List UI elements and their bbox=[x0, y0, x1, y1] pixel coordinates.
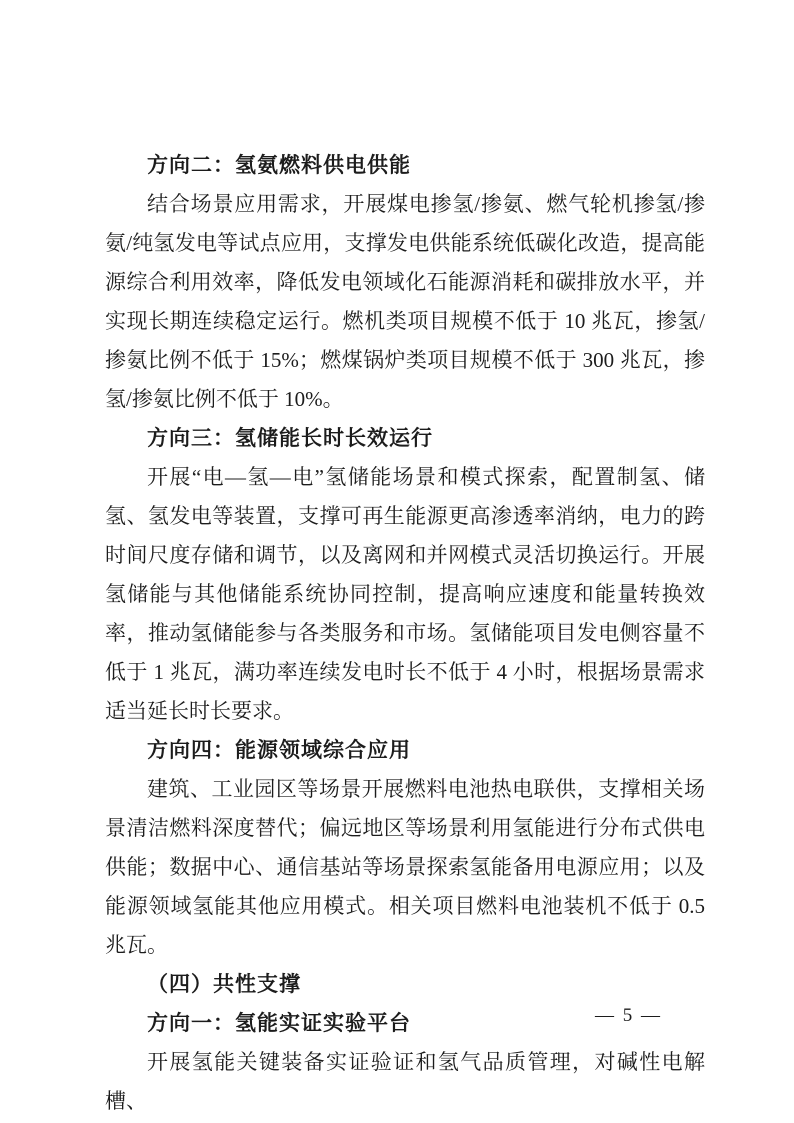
heading-0: 方向二：氢氨燃料供电供能 bbox=[147, 154, 411, 177]
page-number: — 5 — bbox=[595, 1005, 662, 1026]
paragraph-3: 开展“电—氢—电”氢储能场景和模式探索，配置制氢、储氢、氢发电等装置，支撑可再生能源更高渗透率消纳，电力的跨时间尺度存储和调节，以及离网和并网模式灵活切换运行。开展氢储能与其他储能系统协同控制，提高响应速度和能量转换效率，推动氢储能参与各类服务和市场。氢储能项目发电侧容量不低于 1 兆瓦，满功率连续发电时长不低于 4 小时，根据场景需求适当延长时长要求。 bbox=[105, 465, 705, 723]
document-content bbox=[105, 146, 705, 1121]
heading-4: 方向四：能源领域综合应用 bbox=[147, 739, 411, 762]
paragraph-5: 建筑、工业园区等场景开展燃料电池热电联供，支撑相关场景清洁燃料深度替代；偏远地区等场景利用氢能进行分布式供电供能；数据中心、通信基站等场景探索氢能备用电源应用；以及能源领域氢能其他应用模式。相关项目燃料电池装机不低于 0.5 兆瓦。 bbox=[105, 777, 705, 957]
heading-7: 方向一：氢能实证实验平台 bbox=[147, 1012, 411, 1035]
paragraph-1: 结合场景应用需求，开展煤电掺氢/掺氨、燃气轮机掺氢/掺氨/纯氢发电等试点应用，支撑发电供能系统低碳化改造，提高能源综合利用效率，降低发电领域化石能源消耗和碳排放水平，并实现长期连续稳定运行。燃机类项目规模不低于 10 兆瓦，掺氢/掺氨比例不低于 15%；燃煤锅炉类项目规模不低于 300 兆瓦，掺氢/掺氨比例不低于 10%。 bbox=[105, 192, 705, 411]
paragraph-8: 开展氢能关键装备实证验证和氢气品质管理，对碱性电解槽、 bbox=[105, 1050, 705, 1113]
heading-2: 方向三：氢储能长时长效运行 bbox=[147, 427, 433, 450]
section-heading-6: （四）共性支撑 bbox=[147, 972, 301, 996]
